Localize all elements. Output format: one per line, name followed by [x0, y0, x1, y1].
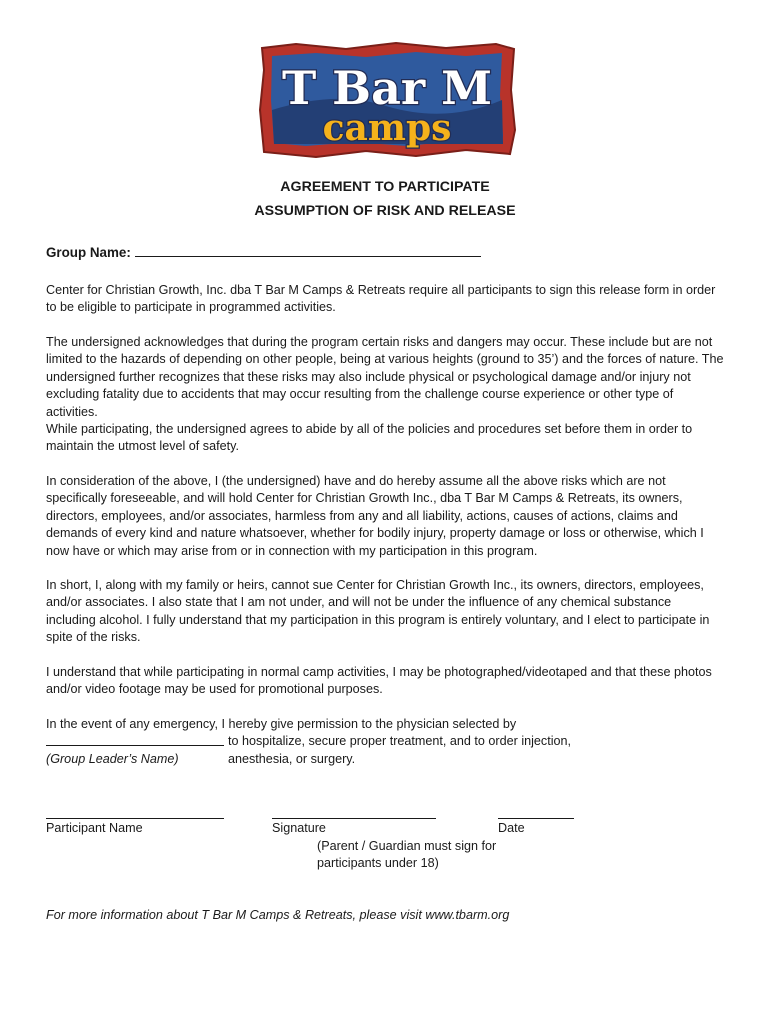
- photo-consent-paragraph: I understand that while participating in normal camp activities, I may be photographed/videotaped and that these photos and/or video footage may be used for promotional purposes.: [46, 665, 712, 697]
- signature-line[interactable]: [272, 804, 436, 819]
- emergency-line-3: anesthesia, or surgery.: [228, 752, 356, 766]
- group-name-field: [46, 244, 481, 261]
- no-sue-paragraph: In short, I, along with my family or heirs, cannot sue Center for Christian Growth Inc., its owners, directors, employees, and/or associates. I also state that I am not under, and will not be under the influence of any chemical substance including alcohol. I fully understand that my participation in this program is entirely voluntary, and I elect to participate in spite of the risks.: [46, 578, 710, 645]
- logo-line2-text: camps: [322, 107, 452, 149]
- guardian-note-line1: (Parent / Guardian must sign for: [317, 839, 497, 853]
- risk-paragraph: The undersigned acknowledges that during the program certain risks and dangers may occur. These include but are not limited to the hazards of depending on other people, being at various heights (ground to 35’) and the forces of nature. The undersigned further recognizes that these risks may also include physical or psychological damage and/or injury not excluding fatality due to accidents that may occur resulting from the challenge course experience or other type of activities.: [46, 335, 724, 419]
- group-name-blank[interactable]: [135, 244, 481, 257]
- guardian-note: [317, 838, 537, 873]
- emergency-line-2: to hospitalize, secure proper treatment, and to order injection,: [228, 734, 572, 748]
- t-bar-m-camps-logo: [256, 40, 518, 160]
- safety-paragraph: While participating, the undersigned agrees to abide by all of the policies and procedures set before them in order to maintain the utmost level of safety.: [46, 422, 693, 454]
- emergency-paragraph: In the event of any emergency, I hereby give permission to the physician selected by: [46, 717, 517, 731]
- participant-name-label: Participant Name: [46, 821, 143, 835]
- document-title: AGREEMENT TO PARTICIPATE: [280, 179, 490, 195]
- group-leader-name-blank[interactable]: [46, 733, 224, 746]
- emergency-row-1: [46, 733, 724, 751]
- date-label: Date: [498, 821, 525, 835]
- signature-label: Signature: [272, 821, 326, 835]
- document-subtitle: ASSUMPTION OF RISK AND RELEASE: [254, 203, 516, 219]
- risk-acknowledgement-section: [46, 334, 724, 456]
- release-paragraph: In consideration of the above, I (the undersigned) have and do hereby assume all the above risks which are not specifically foreseeable, and will hold Center for Christian Growth Inc., dba T Bar M Camps & Retreats, its owners, directors, employees, and/or associates, harmless from any and all liability, actions, causes of actions, claims and demands of every kind and nature whatsoever, whether for bodily injury, property damage or loss or otherwise, which I now have or which may arise from or in connection with my participation in this program.: [46, 474, 704, 558]
- logo-line1-text: T Bar M: [281, 61, 493, 115]
- date-line[interactable]: [498, 804, 574, 819]
- emergency-row-2: [46, 751, 724, 768]
- eligibility-paragraph: Center for Christian Growth, Inc. dba T Bar M Camps & Retreats require all participants to sign this release form in order to be eligible to participate in programmed activities.: [46, 283, 716, 315]
- group-name-label: Group Name:: [46, 245, 131, 260]
- group-leader-label: (Group Leader’s Name): [46, 752, 179, 766]
- guardian-note-line2: participants under 18): [317, 856, 439, 871]
- footer-info: For more information about T Bar M Camps & Retreats, please visit www.tbarm.org: [46, 908, 510, 922]
- participant-name-line[interactable]: [46, 804, 224, 819]
